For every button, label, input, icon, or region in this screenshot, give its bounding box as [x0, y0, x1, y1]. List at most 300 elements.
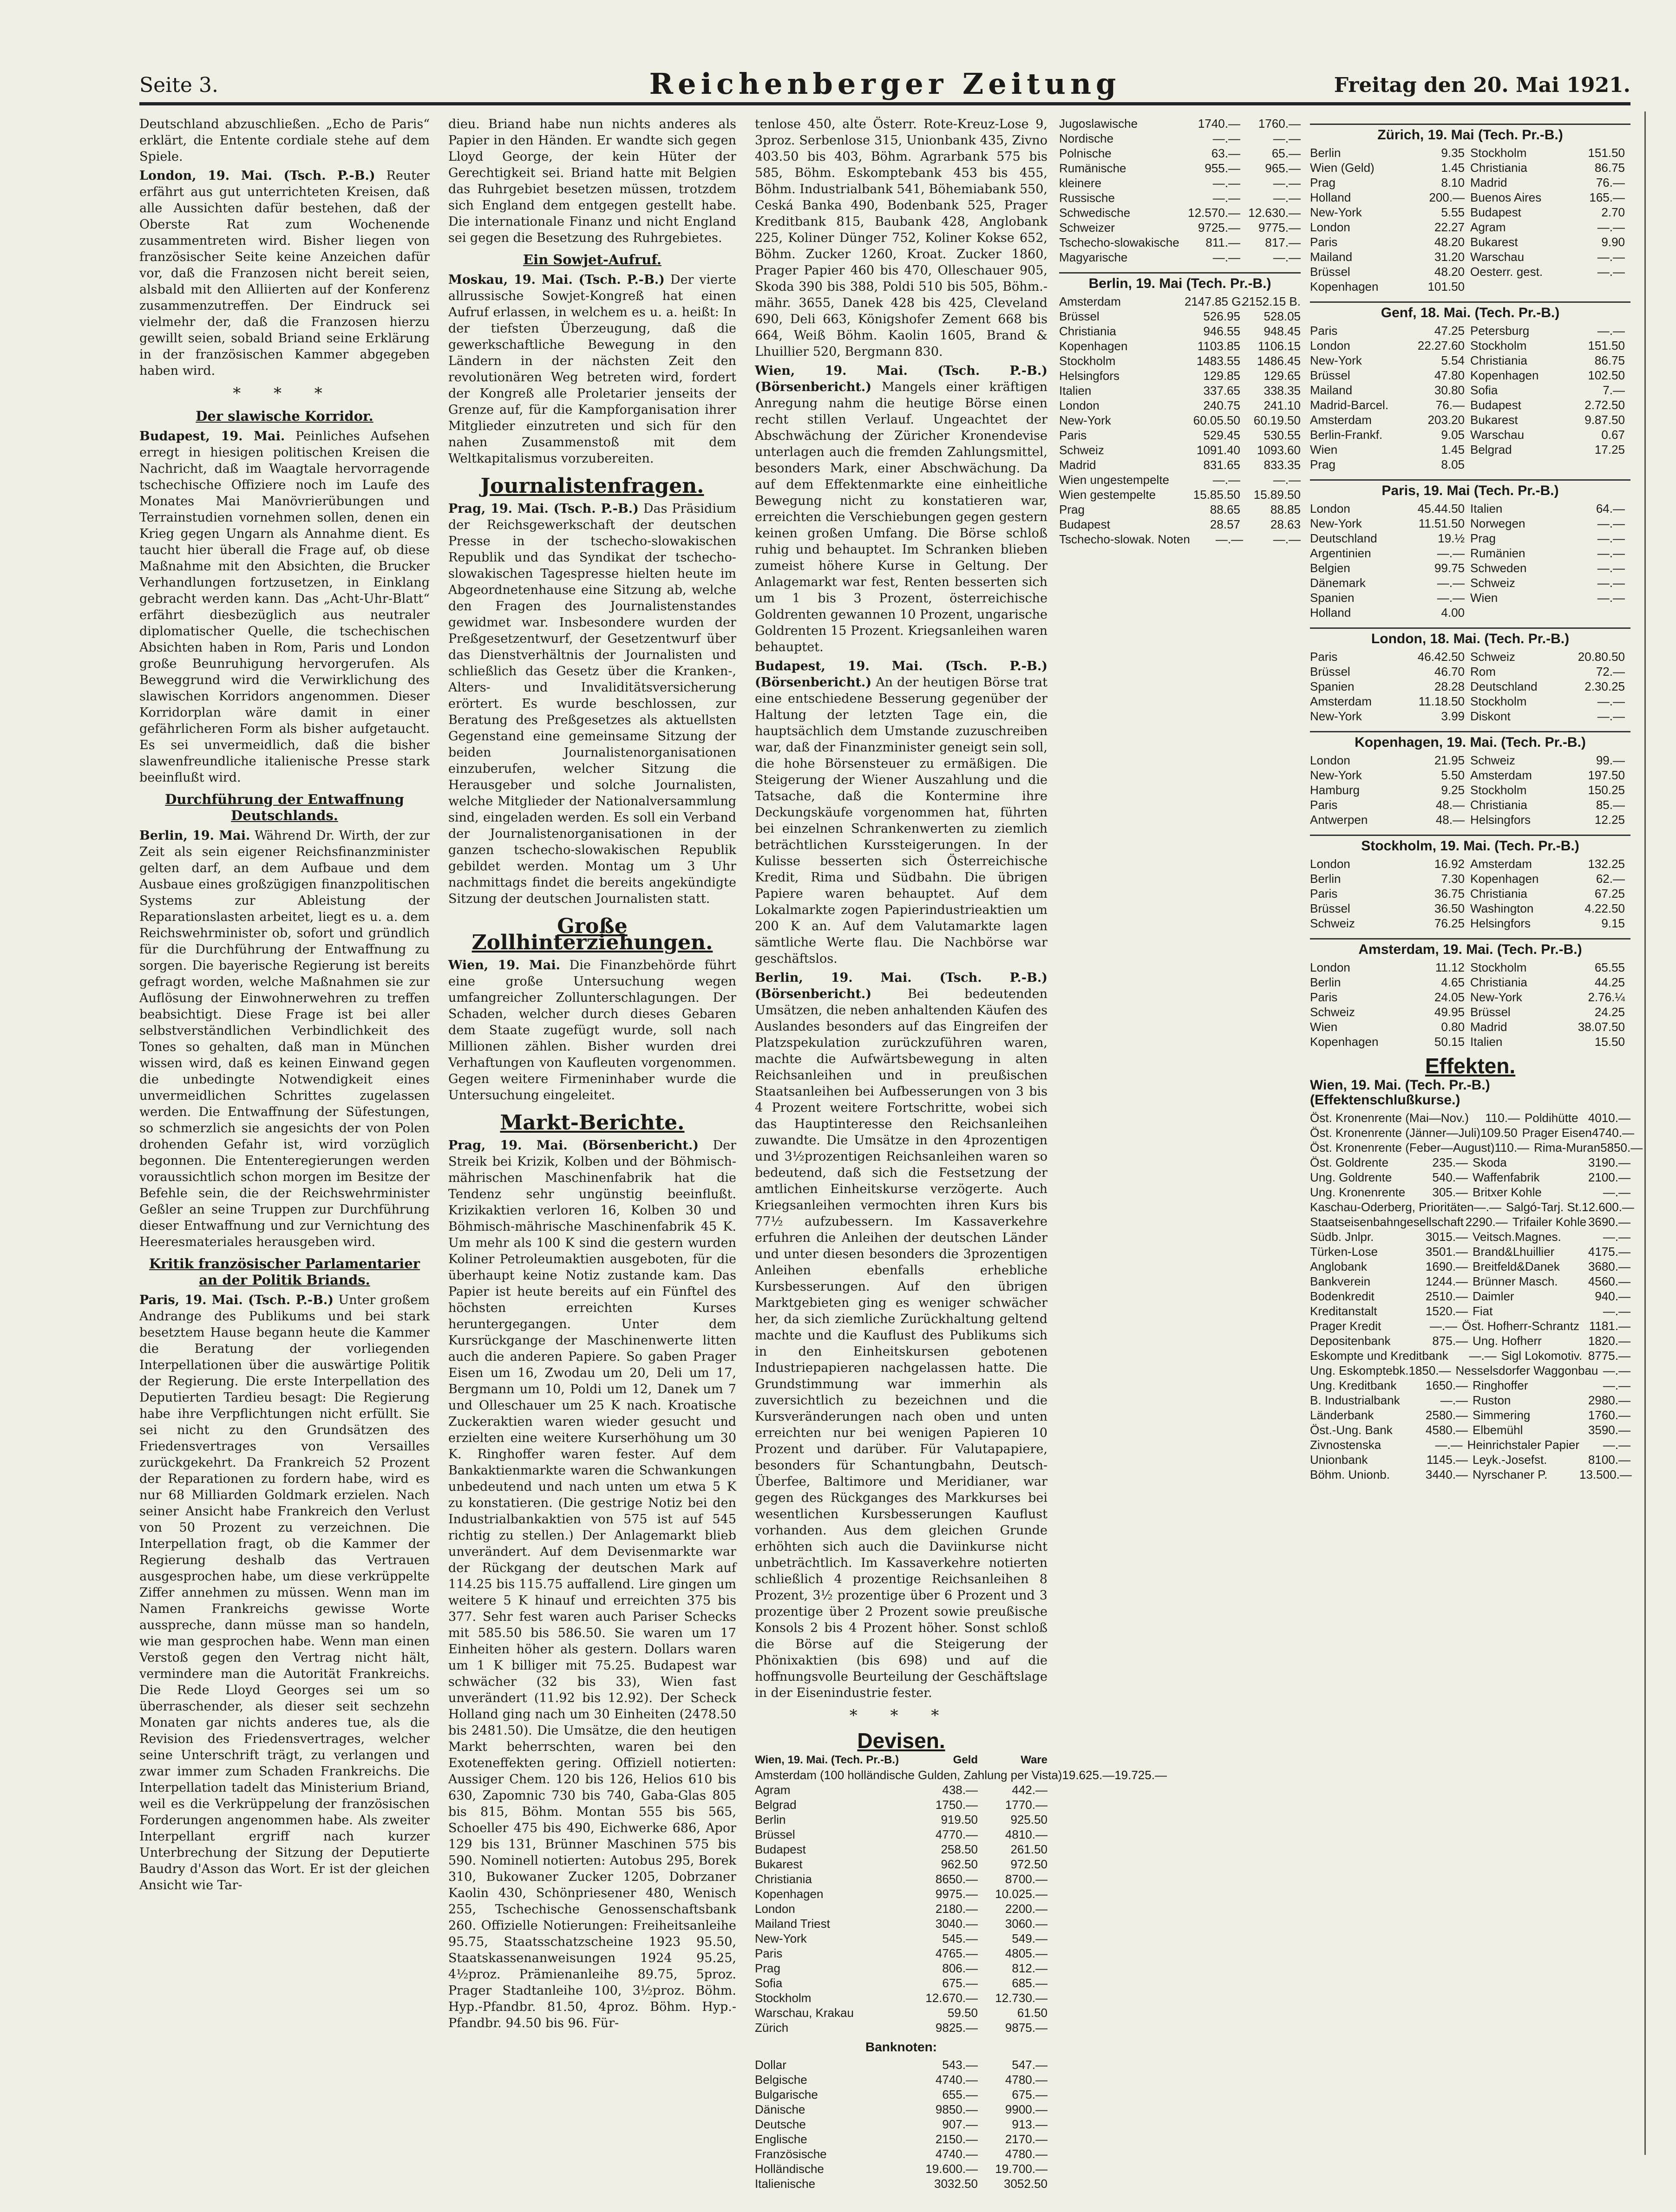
security-name: Kreditanstalt: [1310, 1304, 1377, 1318]
rate-name: Schwedische: [1059, 206, 1131, 220]
security-price: 4580.—: [1425, 1423, 1468, 1437]
rate-row: [1310, 886, 1630, 901]
effekten-headline: Effekten.: [1425, 1054, 1516, 1078]
rate-row: [1310, 694, 1630, 709]
currency-name: Agram: [755, 1783, 791, 1797]
rate-row: [1310, 205, 1630, 220]
value-geld: 19.625.—: [1062, 1768, 1115, 1782]
currency-name: Bukarest: [755, 1857, 803, 1871]
rate-ware: 1486.45: [1257, 354, 1301, 368]
rate-row: [1310, 235, 1630, 249]
rate-name: Kopenhagen: [1470, 368, 1539, 382]
rate-row: [1310, 249, 1630, 264]
article-continuation: tenlose 450, alte Österr. Rote-Kreuz-Lose 9, 3proz. Serbenlose 315, Unionbank 435, Zivno 403.50 bis 403, Böhm. Agrarbank 575 bis 585, Böhm. Eskomptebank 453 bis 455, Böhm. Industrialbank 541, Böhemiabank 550, Ceská Banka 490, Bodenbank 525, Prager Kreditbank 815, Baubank 428, Anglobank 225, Koliner Dünger 752, Koliner Kokse 652, Böhm. Zucker 1260, Kroat. Zucker 1860, Prager Papier 460 bis 470, Olleschauer 905, Skoda 390 bis 388, Poldi 510 bis 505, Böhm.-mähr. 3655, Danek 428 bis 425, Cleveland 690, Deli 663, Königshofer Zement 668 bis 664, Weiß Böhm. Kaolin 1605, Brand & Lhuillier 520, Bergmann 830.: [755, 117, 1048, 359]
rate-name: Schweiz: [1310, 1005, 1355, 1019]
security-name: Ung. Kronenrente: [1310, 1185, 1406, 1199]
rate-value: 9.15: [1601, 916, 1625, 930]
rate-value: 7.30: [1441, 872, 1465, 886]
currency-name: Belgrad: [755, 1798, 797, 1812]
rate-row: [1059, 294, 1301, 309]
rate-name: kleinere: [1059, 176, 1102, 190]
currency-name: Berlin: [755, 1813, 786, 1827]
rate-geld: 955.—: [1205, 161, 1240, 175]
rate-row: [1059, 116, 1301, 131]
rate-name: Tschecho-slowakische: [1059, 235, 1179, 249]
effekten-row: [1310, 1200, 1634, 1214]
rate-geld: 1091.40: [1197, 443, 1240, 457]
article-body: Unter großem Andrange des Publikums und bei stark besetztem Hause begann heute die Kammer die Beratung der vorliegenden Interpellationen über die auswärtige Politik der Regierung. Die erste Interpellation des Deputierten Tardieu besagt: Die Regierung habe ihre Verpflichtungen nicht erfüllt. Sie sei nicht zu den Grundsätzen des Friedensvertrages von Versailles zurückgekehrt. Da Frankreich 52 Prozent der Reparationen zu fordern habe, wird es nur 68 Milliarden Goldmark erzielen. Nach seiner Ansicht habe Frankreich den Verlust von 50 Prozent zu verzeichnen. Die Interpellation fragt, ob die Kammer der Regierung deshalb das Vertrauen ausgesprochen habe, um diese verkrüppelte Ziffer annehmen zu müssen. Wenn man im Namen Frankreichs gewisse Worte ausspreche, dann müsse man so handeln, wie man gesprochen habe. Wenn man einen Verstoß gegen den Vertrag nicht hält, vermindere man die Autorität Frankreichs. Die Rede Lloyd Georges sei um so überraschender, als dieser seit sechzehn Monaten gar nichts anderes tue, als die Revision des Friedensvertrages, welcher seine Unterschrift trägt, zu verlangen und zwar immer zum Schaden Frankreichs. Die Interpellation tadelt das Ministerium Briand, weil es die Verkrüppelung der französischen Forderungen angenommen habe. Als zweiter Interpellant ergriff nach kurzer Unterbrechung der Sitzung der Deputierte Baudry d'Asson das Wort. Er ist der gleichen Ansicht wie Tar-: [139, 1293, 430, 1892]
rate-name: Schweiz: [1470, 650, 1515, 664]
effekten-row: [1310, 1348, 1630, 1363]
devisen-section: [755, 1729, 1167, 2191]
rate-geld: —.—: [1212, 191, 1240, 205]
rate-name: Holland: [1310, 606, 1351, 620]
rate-value: 4.22.50: [1584, 901, 1625, 915]
rate-ware: —.—: [1273, 191, 1301, 205]
rate-row: [1310, 871, 1630, 886]
currency-name: Brüssel: [755, 1827, 795, 1841]
rate-name: Christiania: [1470, 887, 1527, 900]
rate-name: Stockholm: [1059, 354, 1116, 368]
rate-name: Budapest: [1470, 398, 1521, 412]
rate-value: 85.—: [1596, 798, 1625, 812]
banknoten-row: [755, 2161, 1048, 2176]
rate-value: 2.70: [1601, 205, 1625, 219]
rate-geld: 831.65: [1203, 458, 1240, 472]
security-name: Öst. Kronenrente (Mai—Nov.): [1310, 1111, 1469, 1125]
rate-geld: 88.65: [1210, 502, 1240, 516]
devisen-row: [755, 1768, 1167, 1782]
article-body: Der vierte allrussische Sowjet-Kongreß hat einen Aufruf erlassen, in welchem es u. a. heißt: In der tiefsten Überzeugung, daß die gewerkschaftliche Bewegung in den Ländern in der nächsten Zeit den revolutionären Weg betreten wird, fordert der Kongreß alle Proletarier jenseits der Grenze auf, für die Kampforganisation ihrer Mitglieder einzutreten und sich für den nahen Zusammenstoß mit dem Weltkapitalismus vorzubereiten.: [448, 273, 736, 466]
zuerich-rates-headline: [1310, 124, 1630, 143]
rate-name: Rumänische: [1059, 161, 1126, 175]
effekten-row: [1310, 1259, 1630, 1274]
value-ware: 549.—: [1012, 1931, 1048, 1945]
rate-value: 45.44.50: [1417, 502, 1465, 515]
rate-ware: 65.—: [1271, 146, 1301, 160]
rate-name: Norwegen: [1470, 516, 1525, 530]
column-5: [1310, 116, 1643, 2150]
rate-value: 203.20: [1427, 413, 1465, 427]
rate-name: Helsingfors: [1470, 916, 1531, 930]
security-price: —.—: [1429, 1319, 1458, 1333]
value-ware: 2200.—: [1005, 1902, 1048, 1916]
rate-name: Stockholm: [1470, 146, 1527, 160]
value-ware: 19.725.—: [1114, 1768, 1167, 1782]
rate-name: Christiania: [1470, 353, 1527, 367]
rate-value: —.—: [1597, 265, 1625, 279]
banknoten-headline: Banknoten:: [865, 2040, 937, 2054]
rate-geld: —.—: [1215, 532, 1244, 546]
article-paris: [139, 1292, 430, 1893]
rate-value: 72.—: [1596, 665, 1625, 679]
security-price: —.—: [1603, 1185, 1630, 1199]
devisen-row: [755, 1946, 1048, 1961]
rate-name: Paris: [1059, 428, 1087, 442]
currency-name: Christiania: [755, 1872, 812, 1886]
security-name: Trifailer Kohle: [1512, 1215, 1587, 1229]
effekten-row: [1310, 1363, 1630, 1378]
effekten-row: [1310, 1378, 1630, 1393]
rate-geld: —.—: [1212, 473, 1240, 487]
devisen-row: [755, 1901, 1048, 1916]
rate-row: [1310, 1005, 1630, 1019]
rate-value: 67.25: [1594, 887, 1625, 900]
security-price: 1145.—: [1426, 1453, 1468, 1467]
separator: * * *: [233, 384, 336, 403]
security-name: Ung. Eskomptebk.: [1310, 1364, 1409, 1377]
article-body: Die Finanzbehörde führt eine große Untersuchung wegen umfangreicher Zollunterschlagungen. Der Schaden, welcher durch dieses Gebaren dem Staate zugefügt wurde, soll nach Millionen zählen. Bisher wurden drei Verhaftungen von Kaufleuten vorgenommen. Gegen weitere Firmeninhaber wurde die Untersuchung eingeleitet.: [448, 958, 737, 1103]
stockholm-rates-headline: [1310, 835, 1630, 854]
rate-value: 86.75: [1594, 161, 1625, 175]
col-geld: Geld: [953, 1754, 978, 1766]
devisen-row: [755, 1782, 1048, 1797]
effekten-row: [1310, 1333, 1630, 1348]
rate-name: Wien: [1470, 591, 1498, 605]
article-berlin: [139, 828, 430, 1250]
rate-row: [1310, 160, 1630, 175]
rate-row: [1059, 131, 1301, 146]
rate-name: Amsterdam: [1310, 694, 1372, 708]
effekten-row: [1310, 1244, 1630, 1259]
rate-name: Italien: [1470, 502, 1503, 515]
rate-value: 99.—: [1596, 753, 1625, 767]
rate-name: Stockholm: [1470, 694, 1527, 708]
rate-value: —.—: [1597, 531, 1625, 545]
value-geld: 9975.—: [935, 1887, 978, 1901]
banknoten-row: [755, 2176, 1048, 2191]
london-rates-table: [1310, 649, 1630, 724]
security-name: Staatseisenbahngesellschaft: [1310, 1215, 1464, 1229]
rate-value: 49.95: [1434, 1005, 1465, 1019]
stockholm-rates-table: [1310, 856, 1630, 931]
paris-rates-headline: [1310, 479, 1630, 498]
security-price: 2100.—: [1588, 1170, 1630, 1184]
value-ware: 4805.—: [1005, 1946, 1048, 1960]
security-name: Öst.-Ung. Bank: [1310, 1423, 1393, 1437]
rate-row: [1310, 338, 1630, 353]
rate-name: Paris: [1310, 990, 1338, 1004]
rate-value: 21.95: [1434, 753, 1465, 767]
rate-ware: 338.35: [1264, 384, 1301, 398]
rate-value: 2.76.¼: [1588, 990, 1625, 1004]
value-ware: 547.—: [1012, 2058, 1048, 2072]
rate-geld: 946.55: [1203, 324, 1240, 338]
security-price: 4560.—: [1588, 1274, 1630, 1288]
security-price: 2980.—: [1588, 1393, 1630, 1407]
rate-row: [1310, 856, 1630, 871]
rate-row: [1059, 190, 1301, 205]
rate-value: 0.67: [1601, 428, 1625, 442]
security-price: 4740.—: [1591, 1126, 1634, 1140]
security-name: Prager Kredit: [1310, 1319, 1381, 1333]
rate-value: —.—: [1597, 576, 1625, 590]
rate-value: 9.25: [1441, 783, 1465, 797]
rate-name: Prag: [1310, 457, 1336, 471]
rate-name: Deutschland: [1310, 531, 1377, 545]
value-geld: 907.—: [942, 2117, 978, 2131]
rate-geld: 1103.85: [1197, 339, 1240, 353]
security-price: 3190.—: [1588, 1155, 1630, 1169]
security-price: 1650.—: [1425, 1378, 1468, 1392]
security-price: 4010.—: [1588, 1111, 1630, 1125]
effekten-row: [1310, 1274, 1630, 1289]
banknoten-row: [755, 2102, 1048, 2117]
devisen-row: [755, 1916, 1048, 1931]
security-name: Daimler: [1473, 1289, 1514, 1303]
value-ware: 4780.—: [1005, 2147, 1048, 2161]
genf-rates-headline: [1310, 301, 1630, 320]
value-geld: 4740.—: [935, 2147, 978, 2161]
article-body: Reuter erfährt aus gut unterrichteten Kreisen, daß alle Aussichten dafür bestehen, daß der Oberste Rat zum Wochenende zusammentreten wird. Bisher liegen von französischer Seite keine Anzeichen dafür vor, daß die Franzosen nicht bereit seien, alsbald mit den Alliierten auf der Konferenz zusammenzutreffen. Der Eindruck sei vielmehr der, daß die Franzosen hierzu gewillt seien, sobald Briand seine Erklärung in der französischen Kammer abgegeben haben wird.: [139, 169, 430, 378]
newspaper-title: Reichenberger Zeitung: [649, 67, 1121, 101]
value-geld: 19.600.—: [925, 2162, 978, 2176]
security-name: Elbemühl: [1473, 1423, 1523, 1437]
rate-ware: 965.—: [1265, 161, 1301, 175]
security-price: —.—: [1603, 1230, 1630, 1244]
rate-name: Berlin: [1310, 975, 1341, 989]
currency-name: Dollar: [755, 2058, 786, 2072]
rate-name: New-York: [1470, 990, 1522, 1004]
col-ware: Ware: [1021, 1754, 1048, 1766]
banknoten-table-cont: [1059, 116, 1301, 265]
headline-sowjet: Ein Sowjet-Aufruf.: [523, 252, 661, 268]
rate-row: [1059, 457, 1301, 472]
headline-korridor: Der slawische Korridor.: [196, 408, 373, 424]
section-title: Berlin, 19. Mai (Tech. Pr.-B.): [1088, 276, 1271, 291]
security-name: Türken-Lose: [1310, 1245, 1378, 1259]
rate-value: [1574, 279, 1630, 294]
rate-name: Argentinien: [1310, 546, 1371, 560]
value-geld: 12.670.—: [925, 1991, 978, 2005]
dateline: Berlin, 19. Mai.: [139, 829, 250, 843]
rate-row: [1310, 975, 1630, 990]
rate-value: 5.55: [1441, 205, 1465, 219]
rate-ware: 9775.—: [1258, 221, 1301, 235]
devisen-row: [755, 1990, 1048, 2005]
rate-geld: 15.85.50: [1193, 488, 1240, 502]
security-name: Öst. Kronenrente (Feber—August): [1310, 1141, 1495, 1155]
value-ware: 10.025.—: [995, 1887, 1048, 1901]
security-price: 1760.—: [1588, 1408, 1630, 1422]
rate-name: New-York: [1059, 413, 1111, 427]
effekten-row: [1310, 1318, 1630, 1333]
rate-geld: 811.—: [1205, 235, 1240, 249]
security-price: 1690.—: [1425, 1259, 1468, 1273]
column-4: [1059, 116, 1301, 2150]
rate-value: 76.—: [1596, 176, 1625, 189]
rate-row: [1310, 1019, 1630, 1034]
rate-row: [1310, 383, 1630, 398]
rate-geld: 526.95: [1203, 309, 1240, 323]
rate-ware: 530.55: [1264, 428, 1301, 442]
rate-value: —.—: [1437, 576, 1465, 590]
security-name: Depositenbank: [1310, 1334, 1391, 1348]
value-geld: 438.—: [942, 1783, 978, 1797]
rate-row: [1310, 783, 1630, 797]
rate-row: [1310, 412, 1630, 427]
security-price: —.—: [1603, 1304, 1630, 1318]
security-price: —.—: [1473, 1200, 1501, 1214]
rate-name: Madrid: [1470, 1020, 1507, 1034]
rate-name: New-York: [1310, 516, 1362, 530]
security-name: Prager Eisen: [1522, 1126, 1592, 1140]
rate-name: Paris: [1310, 324, 1338, 338]
rate-row: [1059, 368, 1301, 383]
rate-geld: 2147.85 G.: [1185, 294, 1244, 308]
rate-ware: —.—: [1273, 532, 1301, 546]
security-price: 8100.—: [1588, 1453, 1630, 1467]
rate-name: Amsterdam: [1059, 294, 1121, 308]
rate-row: [1310, 768, 1630, 783]
security-name: Unionbank: [1310, 1453, 1368, 1467]
effekten-title: Wien, 19. Mai. (Tech. Pr.-B.) (Effektenschlußkurse.): [1310, 1077, 1490, 1108]
rate-ware: —.—: [1273, 250, 1301, 264]
currency-name: Paris: [755, 1946, 783, 1960]
rate-value: 44.25: [1594, 975, 1625, 989]
rate-value: —.—: [1597, 694, 1625, 708]
rate-geld: 337.65: [1203, 384, 1240, 398]
rate-name: Hamburg: [1310, 783, 1360, 797]
effekten-row: [1310, 1155, 1630, 1170]
rate-name: Brüssel: [1059, 309, 1100, 323]
security-price: 3590.—: [1588, 1423, 1630, 1437]
rate-value: 9.05: [1441, 428, 1465, 442]
banknoten-row: [755, 2117, 1048, 2132]
security-price: —.—: [1469, 1349, 1497, 1363]
security-name: Simmering: [1473, 1408, 1531, 1422]
section-title: Kopenhagen, 19. Mai. (Tech. Pr.-B.): [1355, 735, 1586, 750]
rate-name: Budapest: [1470, 205, 1521, 219]
currency-name: Kopenhagen: [755, 1887, 824, 1901]
rate-value: 197.50: [1588, 768, 1625, 782]
rate-value: 86.75: [1594, 353, 1625, 367]
rate-row: [1059, 413, 1301, 428]
security-price: 110.—: [1494, 1141, 1530, 1155]
rate-name: Schweden: [1470, 561, 1527, 575]
dateline: Prag, 19. Mai. (Börsenbericht.): [448, 1138, 699, 1153]
value-geld: 806.—: [942, 1961, 978, 1975]
rate-value: —.—: [1597, 709, 1625, 723]
genf-rates-table: [1310, 323, 1630, 472]
rate-name: Prag: [1059, 502, 1085, 516]
rate-name: Sofia: [1470, 383, 1498, 397]
rate-name: Paris: [1310, 650, 1338, 664]
currency-name: Prag: [755, 1961, 780, 1975]
rate-row: [1059, 517, 1301, 532]
rate-name: Spanien: [1310, 679, 1355, 693]
rate-value: 151.50: [1588, 339, 1625, 352]
security-name: Zivnostenska: [1310, 1438, 1381, 1452]
value-geld: 4765.—: [935, 1946, 978, 1960]
currency-name: Französische: [755, 2147, 827, 2161]
rate-row: [1310, 649, 1630, 664]
effekten-row: [1310, 1125, 1634, 1140]
rate-value: 24.05: [1434, 990, 1465, 1004]
security-price: —.—: [1603, 1378, 1630, 1392]
currency-name: Italienische: [755, 2177, 816, 2191]
rate-ware: —.—: [1273, 176, 1301, 190]
security-name: Kaschau-Oderberg, Prioritäten: [1310, 1200, 1474, 1214]
rate-name: Amsterdam: [1470, 768, 1532, 782]
rate-name: Brüssel: [1470, 1005, 1511, 1019]
rate-ware: 15.89.50: [1253, 488, 1301, 502]
rate-row: [1059, 502, 1301, 517]
rate-row: [1310, 753, 1630, 768]
rate-name: New-York: [1310, 709, 1362, 723]
value-geld: 543.—: [942, 2058, 978, 2072]
security-name: Britxer Kohle: [1473, 1185, 1542, 1199]
security-name: Südb. Jnlpr.: [1310, 1230, 1374, 1244]
rate-value: 22.27.60: [1417, 339, 1465, 352]
effekten-row: [1310, 1467, 1630, 1482]
rate-value: 65.55: [1594, 960, 1625, 974]
currency-name: Sofia: [755, 1976, 783, 1990]
rate-value: 12.25: [1594, 813, 1625, 827]
london-rates-headline: [1310, 627, 1630, 646]
currency-name: Zürich: [755, 2021, 789, 2035]
value-geld: 4770.—: [935, 1827, 978, 1841]
rate-value: 0.80: [1441, 1020, 1465, 1034]
column-1: [139, 116, 430, 2150]
security-name: Skoda: [1473, 1155, 1507, 1169]
value-ware: 812.—: [1012, 1961, 1048, 1975]
rate-geld: 28.57: [1210, 517, 1240, 531]
rate-value: 2.30.25: [1584, 679, 1625, 693]
effekten-row: [1310, 1393, 1630, 1408]
rate-name: Schweiz: [1470, 753, 1515, 767]
currency-name: Belgische: [755, 2073, 807, 2087]
value-ware: 685.—: [1012, 1976, 1048, 1990]
rate-name: London: [1310, 339, 1350, 352]
rate-name: Paris: [1310, 235, 1338, 249]
article-budapest-boerse: [755, 658, 1048, 967]
article-prag-boerse: [448, 1137, 736, 2031]
headline-zoll: Große Zollhinterziehungen.: [471, 914, 713, 954]
security-price: —.—: [1603, 1364, 1630, 1377]
rate-name: Polnische: [1059, 146, 1112, 160]
security-price: 2580.—: [1425, 1408, 1468, 1422]
rate-row: [1310, 368, 1630, 383]
value-ware: 9875.—: [1005, 2021, 1048, 2035]
rate-value: 22.27: [1434, 220, 1465, 234]
banknoten-row: [755, 2057, 1048, 2072]
value-geld: 8650.—: [935, 1872, 978, 1886]
rate-value: 48.—: [1435, 798, 1465, 812]
rate-ware: 1093.60: [1257, 443, 1301, 457]
page-header: [139, 65, 1630, 105]
rate-row: [1310, 279, 1630, 294]
security-price: 110.—: [1485, 1111, 1520, 1125]
rate-name: London: [1310, 960, 1350, 974]
rate-name: Wien ungestempelte: [1059, 473, 1170, 487]
rate-row: [1310, 457, 1630, 472]
rate-name: Bukarest: [1470, 413, 1518, 427]
rate-name: Schweiz: [1470, 576, 1515, 590]
rate-name: Jugoslawische: [1059, 117, 1138, 131]
rate-value: 2.72.50: [1584, 398, 1625, 412]
rate-value: 5.50: [1441, 768, 1465, 782]
rate-name: Paris: [1310, 887, 1338, 900]
rate-geld: —.—: [1212, 131, 1240, 145]
rate-value: 47.25: [1434, 324, 1465, 338]
rate-value: 24.25: [1594, 1005, 1625, 1019]
value-geld: 3040.—: [935, 1917, 978, 1931]
dev-title-inline: Wien, 19. Mai. (Tech. Pr.-B.): [755, 1754, 899, 1766]
rate-row: [1310, 960, 1630, 975]
value-ware: 8700.—: [1005, 1872, 1048, 1886]
section-title: Genf, 18. Mai. (Tech. Pr.-B.): [1381, 305, 1560, 320]
